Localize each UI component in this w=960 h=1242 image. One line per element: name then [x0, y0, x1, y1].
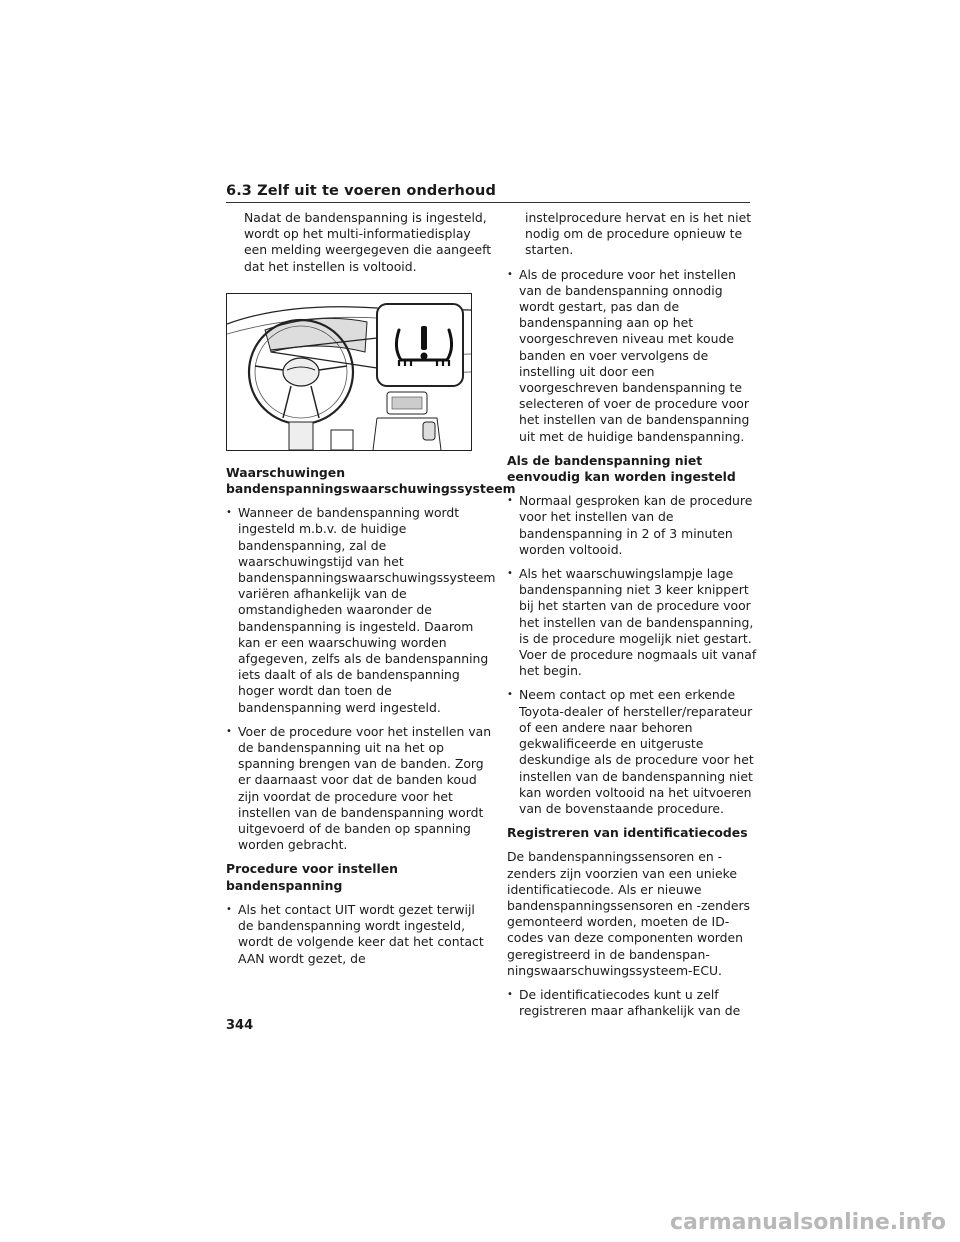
page-header [226, 180, 750, 203]
list-item: • Voer de procedure voor het instellen van de bandenspanning uit na het op spanning brengen van de banden. Zorg er daarnaast voor dat de banden koud zijn voordat de procedure voor het instellen van de bandenspanning wordt uitgevoerd of de banden op spanning worden gebracht. [226, 724, 494, 854]
list-item: • Als het waarschuwingslampje lage bandenspanning niet 3 keer knippert bij het starten van de procedure voor het instellen van de bandenspanning, is de procedure mogelijk niet gestart. Voer de procedure nogmaals uit vanaf het begin. [507, 566, 757, 679]
section-title: 6.3 Zelf uit te voeren onderhoud [226, 183, 496, 199]
not-easy-heading: Als de bandenspanning niet eenvoudig kan worden ingesteld [507, 452, 736, 485]
register-paragraph: De bandenspanningssensoren en -zenders zijn voorzien van een unieke identificatiecode. Als er nieuwe bandenspanningssensoren en -zenders gemonteerd worden, moeten de ID-codes van deze componenten worden geregistreerd in de bandenspan- ningswaarschuwingssysteem-ECU. [507, 849, 750, 978]
continued-list [507, 267, 757, 445]
list-item: • De identificatiecodes kunt u zelf registreren maar afhankelijk van de [507, 987, 757, 1019]
warnings-list [226, 505, 494, 853]
register-list [507, 987, 757, 1019]
left-column [226, 210, 516, 975]
list-item: • Neem contact op met een erkende Toyota-dealer of hersteller/reparateur of een andere naar behoren gekwalificeerde en uitgeruste deskundige als de procedure voor het instellen van de bandenspanning niet kan worden voltooid na het uitvoeren van de bovenstaande procedure. [507, 687, 757, 817]
continued-paragraph: instelprocedure hervat en is het niet nodig om de procedure opnieuw te starten. [525, 210, 752, 258]
right-column [507, 210, 757, 1027]
list-item: • Wanneer de bandenspanning wordt ingesteld m.b.v. de huidige bandenspanning, zal de waarschuwingstijd van het bandenspanningswaarschuwingssysteem variëren afhankelijk van de omstandigheden waaronder de bandenspanning is ingesteld. Daarom kan er een waarschuwing worden afgegeven, zelfs als de bandenspanning iets daalt of als de bandenspanning hoger wordt dan toen de bandenspanning werd ingesteld. [226, 505, 494, 716]
dashboard-figure [226, 293, 472, 451]
not-easy-list [507, 493, 757, 817]
list-item: • Normaal gesproken kan de procedure voor het instellen van de bandenspanning in 2 of 3 minuten worden voltooid. [507, 493, 757, 558]
list-item: • Als het contact UIT wordt gezet terwijl de bandenspanning wordt ingesteld, wordt de volgende keer dat het contact AAN wordt gezet, de [226, 902, 494, 967]
dashboard-illustration [227, 294, 471, 450]
intro-paragraph: Nadat de bandenspanning is ingesteld, wordt op het multi-informatiedisplay een melding weergegeven die aangeeft dat het instellen is voltooid. [244, 210, 492, 274]
register-heading: Registreren van identificatiecodes [507, 825, 748, 841]
procedure-heading: Procedure voor instellen bandenspanning [226, 861, 398, 893]
watermark: carmanualsonline.info [670, 1210, 946, 1235]
page-number: 344 [226, 1018, 254, 1033]
warnings-heading: Waarschuwingen bandenspanningswaarschuwingssysteem [226, 464, 516, 497]
procedure-list [226, 902, 494, 967]
list-item: • Als de procedure voor het instellen van de bandenspanning onnodig wordt gestart, pas dan de bandenspanning aan op het voorgeschreven niveau met koude banden en voer vervolgens de instelling uit door een voorgeschreven bandenspanning te selecteren of voer de procedure voor het instellen van de bandenspanning uit met de huidige bandenspanning. [507, 267, 757, 445]
